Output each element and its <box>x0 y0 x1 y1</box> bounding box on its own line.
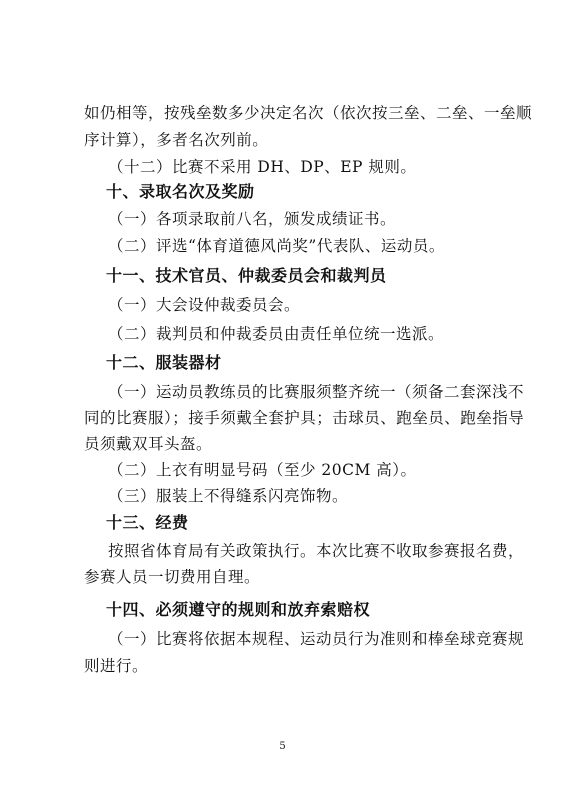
text-line: （一）各项录取前八名，颁发成绩证书。 <box>108 210 397 228</box>
section-heading: 十一、技术官员、仲裁委员会和裁判员 <box>106 266 387 285</box>
page-number: 5 <box>279 741 286 752</box>
text-line: （十二）比赛不采用 DH、DP、EP 规则。 <box>108 158 417 176</box>
text-line: （一）运动员教练员的比赛服须整齐统一（须备二套深浅不 <box>108 383 525 401</box>
text-line: （三）服装上不得缝系闪亮饰物。 <box>108 487 349 505</box>
section-heading: 十四、必须遵守的规则和放弃索赔权 <box>106 600 371 619</box>
section-heading: 十三、经费 <box>106 513 189 532</box>
text-line: 员须戴双耳头盔。 <box>84 435 213 453</box>
text-line: （二）评选“体育道德风尚奖”代表队、运动员。 <box>108 237 445 255</box>
text-line: （一）大会设仲裁委员会。 <box>108 296 301 314</box>
section-heading: 十、录取名次及奖励 <box>106 182 255 201</box>
text-line: 则进行。 <box>84 657 149 675</box>
text-line: 如仍相等，按残垒数多少决定名次（依次按三垒、二垒、一垒顺 <box>84 104 533 122</box>
text-line: （二）裁判员和仲裁委员由责任单位统一选派。 <box>108 325 445 343</box>
text-line: （一）比赛将依据本规程、运动员行为准则和棒垒球竞赛规 <box>108 630 525 648</box>
text-line: （二）上衣有明显号码（至少 20CM 高）。 <box>108 461 417 479</box>
text-line: 序计算），多者名次列前。 <box>84 131 269 149</box>
text-line: 同的比赛服）；接手须戴全套护具；击球员、跑垒员、跑垒指导 <box>84 409 525 427</box>
text-line: 按照省体育局有关政策执行。本次比赛不收取参赛报名费， <box>108 542 525 560</box>
section-heading: 十二、服装器材 <box>106 353 222 372</box>
text-line: 参赛人员一切费用自理。 <box>84 568 261 586</box>
